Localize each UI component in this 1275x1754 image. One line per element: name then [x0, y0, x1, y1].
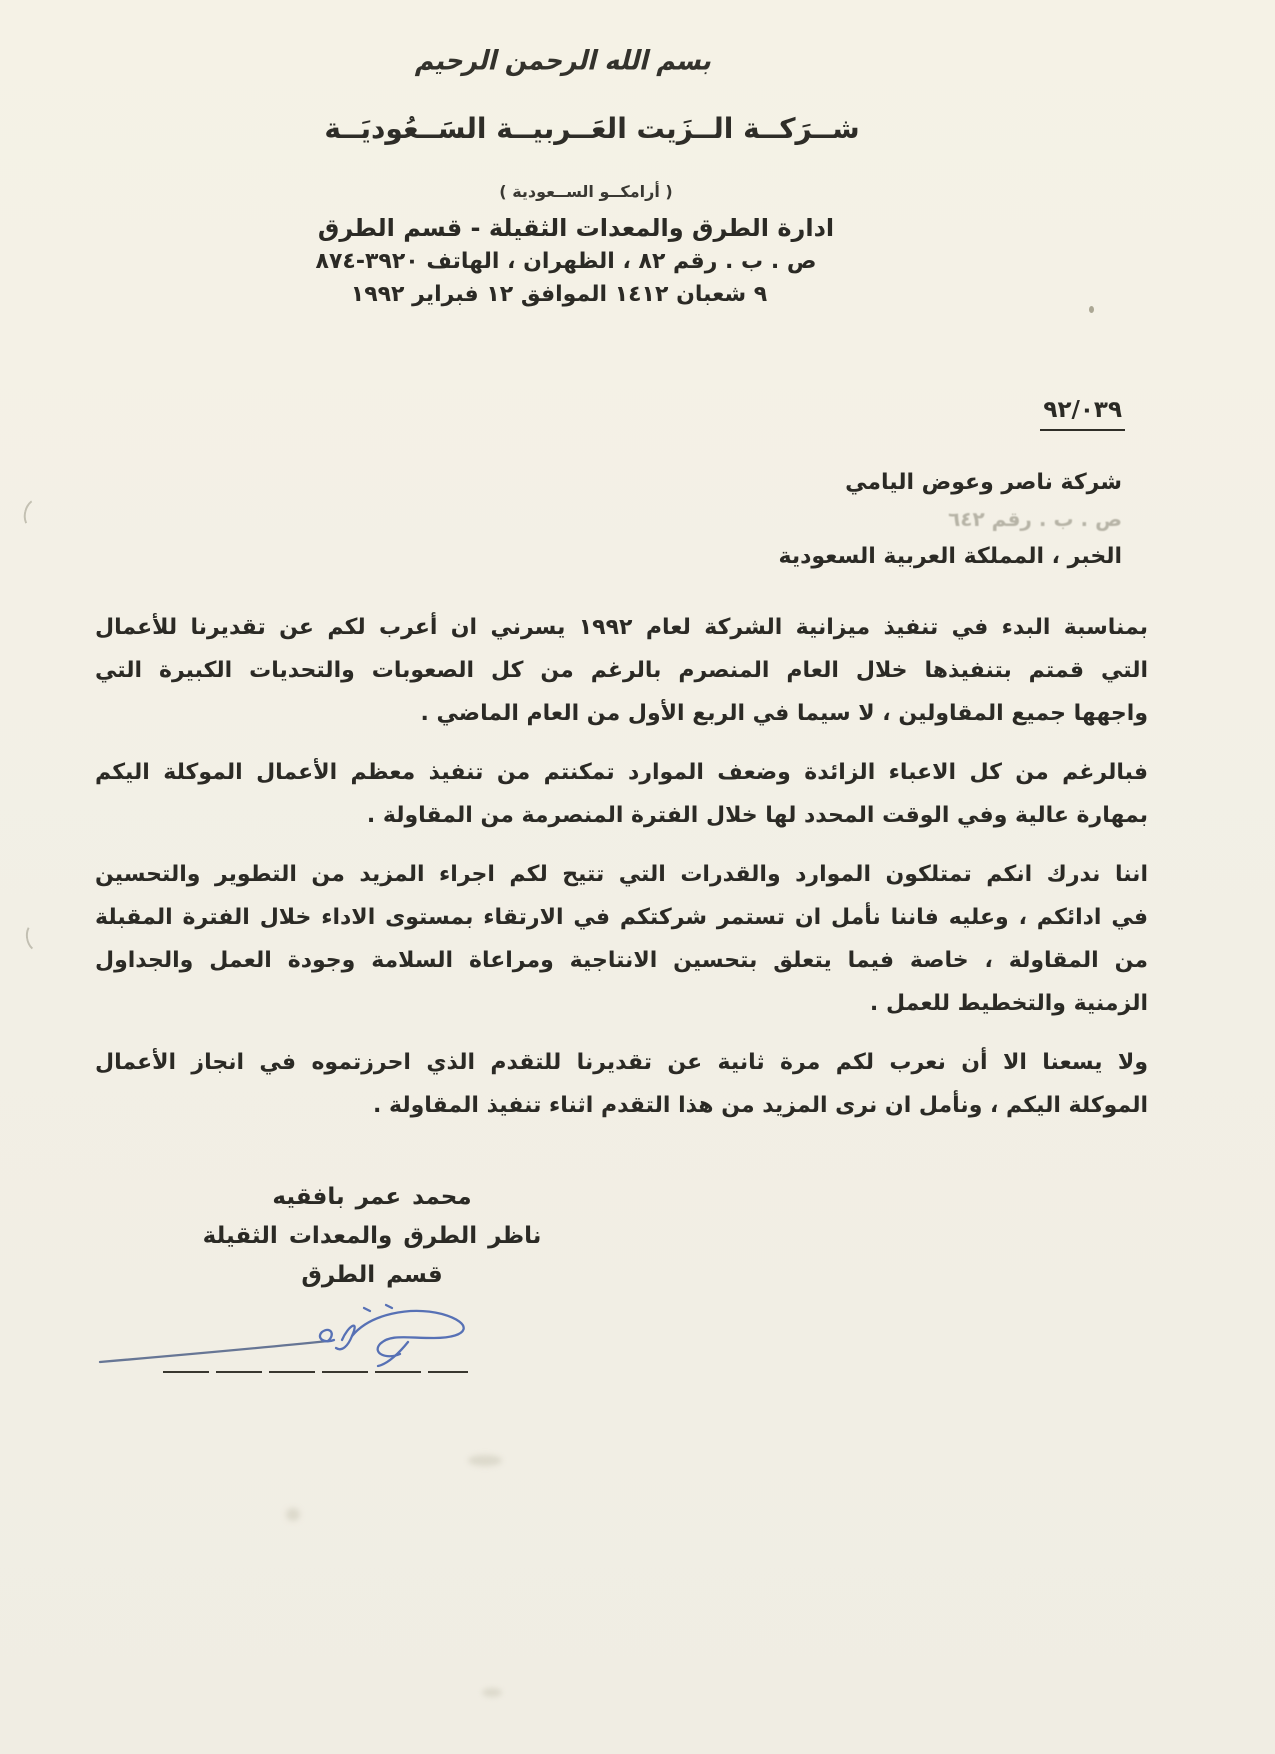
body-line: بمناسبة البدء في تنفيذ ميزانية الشركة لعام ١٩٩٢ يسرني ان أعرب لكم عن تقديرنا للأعمال	[95, 615, 1148, 640]
body-paragraph	[95, 1041, 1148, 1127]
date-line: ٩ شعبان ١٤١٢ الموافق ١٢ فبراير ١٩٩٢	[350, 282, 768, 307]
bismillah-calligraphy: بسم الله الرحمن الرحيم	[413, 44, 717, 77]
signature-underline	[163, 1371, 468, 1373]
signatory-division: قسم الطرق	[301, 1262, 443, 1288]
body-line: ولا يسعنا الا أن نعرب لكم مرة ثانية عن تقديرنا للتقدم الذي احرزتموه في انجاز الأعمال	[95, 1050, 1148, 1075]
body-paragraph	[95, 751, 1148, 837]
company-alias: ( أرامكــو الســعودية )	[499, 182, 673, 201]
scan-artifact-speck	[1089, 306, 1094, 313]
signatory-block	[172, 1178, 572, 1295]
scan-artifact-smudge	[482, 1688, 502, 1697]
letter-body	[95, 606, 1148, 1143]
body-line: اننا ندرك انكم تمتلكون الموارد والقدرات التي تتيح لكم اجراء المزيد من التطوير والتحسين	[95, 862, 1148, 887]
body-line: فبالرغم من كل الاعباء الزائدة وضعف الموارد تمكنتم من تنفيذ معظم الأعمال الموكلة اليكم	[95, 760, 1148, 785]
scan-artifact-crescent	[24, 920, 51, 953]
recipient-block	[778, 464, 1122, 575]
body-line: في ادائكم ، وعليه فاننا نأمل ان تستمر شركتكم في الارتقاء بمستوى الاداء خلال الفترة المقبلة	[95, 905, 1148, 930]
signatory-title: ناظر الطرق والمعدات الثقيلة	[202, 1223, 542, 1249]
body-line: الموكلة اليكم ، ونأمل ان نرى المزيد من هذا التقدم اثناء تنفيذ المقاولة .	[372, 1093, 1148, 1118]
company-name: شــرَكــة الــزَيت العَــربيــة السَــعُوديَــة	[324, 112, 860, 145]
body-line: واجهها جميع المقاولين ، لا سيما في الربع الأول من العام الماضي .	[420, 701, 1148, 726]
body-line: التي قمتم بتنفيذها خلال العام المنصرم بالرغم من كل الصعوبات والتحديات الكبيرة التي	[95, 658, 1148, 683]
body-line: الزمنية والتخطيط للعمل .	[869, 991, 1148, 1016]
body-paragraph	[95, 606, 1148, 735]
handwritten-signature	[90, 1296, 480, 1374]
reference-number: ٩٢/٠٣٩	[1040, 397, 1125, 431]
department-line: ادارة الطرق والمعدات الثقيلة - قسم الطرق	[317, 214, 835, 242]
scan-artifact-crescent	[20, 496, 51, 533]
recipient-city: الخبر ، المملكة العربية السعودية	[778, 544, 1122, 569]
recipient-po-box: ص . ب . رقم ٦٤٢	[948, 507, 1122, 531]
scan-artifact-smudge	[468, 1455, 502, 1466]
recipient-name: شركة ناصر وعوض اليامي	[845, 470, 1122, 495]
po-box-phone-line: ص . ب . رقم ٨٢ ، الظهران ، الهاتف ٣٩٢٠-٨٧٤	[315, 249, 817, 274]
body-line: من المقاولة ، خاصة فيما يتعلق بتحسين الانتاجية ومراعاة السلامة وجودة العمل والجداول	[95, 948, 1148, 973]
body-paragraph	[95, 853, 1148, 1025]
signatory-name: محمد عمر بافقيه	[272, 1184, 472, 1210]
body-line: بمهارة عالية وفي الوقت المحدد لها خلال الفترة المنصرمة من المقاولة .	[366, 803, 1148, 828]
scan-artifact-smudge	[286, 1508, 300, 1521]
